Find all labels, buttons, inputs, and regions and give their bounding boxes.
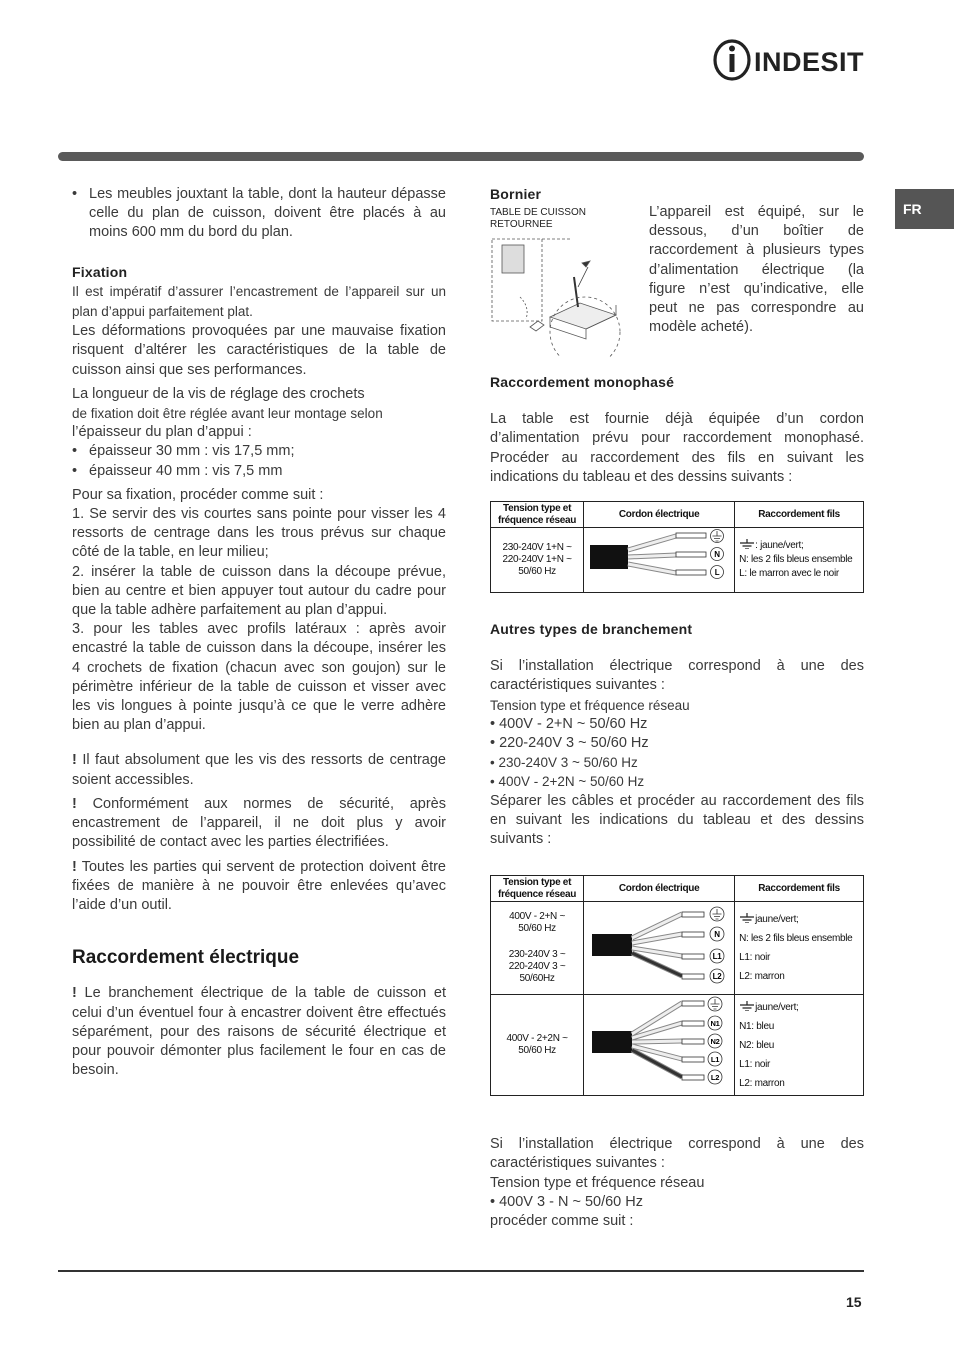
terminal-label: N1 — [710, 1019, 720, 1029]
table-header-row — [491, 876, 864, 902]
fixation-title: Fixation — [72, 263, 128, 280]
tension-line: 50/60 Hz — [518, 1045, 556, 1057]
fils-cell — [735, 995, 864, 1096]
header-tension-l1: Tension type et — [503, 876, 572, 888]
procedure-intro: Pour sa fixation, procéder comme suit : — [72, 486, 324, 503]
table-row — [491, 995, 864, 1096]
terminal-label: N — [714, 930, 720, 940]
final-sub: Tension type et fréquence réseau — [490, 1174, 705, 1191]
tension-cell — [491, 528, 584, 593]
warning-mark: ! — [72, 752, 77, 769]
terminal-block-drawing — [490, 237, 640, 357]
fil-ground: : jaune/vert; — [755, 540, 804, 552]
terminal-label: N2 — [710, 1037, 720, 1047]
final-item: • 400V 3 - N ~ 50/60 Hz — [490, 1193, 643, 1210]
indesit-logo — [712, 38, 864, 82]
fils-cell — [735, 902, 864, 995]
autres-item: • 400V - 2+N ~ 50/60 Hz — [490, 715, 648, 732]
autres-item: • 230-240V 3 ~ 50/60 Hz — [490, 755, 638, 771]
fixation-p3c: l’épaisseur du plan d’appui : — [72, 424, 252, 441]
fil-l: L: le marron avec le noir — [739, 568, 839, 580]
monophase-text: La table est fournie déjà équipée d’un cordon d’alimentation prévu pour raccordement monophasé. Procéder au raccordement des fils en suivant les indications du tableau et des dessins suivants : — [490, 411, 864, 485]
bornier-section — [490, 185, 864, 355]
fil-n1: N1: bleu — [739, 1020, 774, 1032]
warning-2 — [72, 795, 446, 853]
terminal-label: L1 — [711, 1055, 720, 1065]
bullet-30mm: • épaisseur 30 mm : vis 17,5 mm; — [72, 442, 446, 461]
monophase-title: Raccordement monophasé — [490, 374, 675, 390]
indesit-logo-icon — [712, 38, 864, 82]
tension-line: 220-240V 3 ~ — [508, 961, 566, 973]
fil-l2: L2: marron — [739, 971, 785, 983]
fil-ground-line — [739, 910, 863, 929]
autres-title: Autres types de branchement — [490, 621, 693, 638]
ground-symbol-icon — [739, 913, 755, 923]
cable-drawing — [584, 528, 734, 588]
page-number: 15 — [846, 1294, 862, 1310]
right-column — [490, 185, 864, 1231]
header-tension-l1: Tension type et — [503, 502, 572, 514]
cable-drawing — [584, 902, 734, 990]
terminal-label: L2 — [711, 1073, 720, 1083]
bullet-40mm: • épaisseur 40 mm : vis 7,5 mm — [72, 462, 446, 481]
warning-mark: ! — [72, 985, 77, 1002]
warning-3 — [72, 858, 446, 916]
brand-name: INDESIT — [754, 47, 864, 77]
cable-drawing-cell — [584, 902, 735, 995]
fil-n2: N2: bleu — [739, 1039, 774, 1051]
header-tension — [491, 502, 584, 528]
step-1: 1. Se servir des vis courtes sans pointe pour visser les 4 ressorts de centrage dans les trous prévus sur chaque côté de la table, en leur milieu; — [72, 506, 446, 561]
fixation-p3b: de fixation doit être réglée avant leur montage selon — [72, 406, 383, 422]
bornier-caption-1: TABLE DE CUISSON — [490, 207, 586, 218]
tension-cell — [491, 995, 584, 1096]
fil-ground: jaune/vert; — [755, 914, 799, 926]
tension-line: 50/60 Hz — [518, 923, 556, 935]
triphase-table — [490, 875, 864, 1096]
tension-cell — [491, 902, 584, 995]
warning-3-text: Toutes les parties qui servent de protection doivent être fixées de manière à ne pouvoir être enlevées qu’avec l’aide d’un outil. — [72, 858, 446, 913]
header-cordon: Cordon électrique — [584, 876, 735, 902]
step-3: 3. pour les tables avec profils latéraux : après avoir encastré la table de cuisson dans la découpe, insérer les 4 crochets de fixation (chacun avec son goujon) sur le périmètre inférieur de la table de cuisson et visser avec les vis longues à pointe jusqu’à ce que le verre adhère bien au plan d’appui. — [72, 621, 446, 734]
bornier-description: L’appareil est équipé, sur le dessous, d’un boîtier de raccordement à plusieurs types d’alimentation électrique (la figure n’est qu’indicative, elle peut ne pas correspondre au modèle acheté). — [649, 204, 864, 336]
fils-cell — [735, 528, 864, 593]
warning-4-text: Le branchement électrique de la table de cuisson et celui d’un éventuel four à encastrer doivent être effectués séparément, pour des raisons de sécurité électrique et pour pouvoir démonter plus facilement le four en cas de besoin. — [72, 985, 446, 1079]
section-title-raccordement: Raccordement électrique — [72, 947, 300, 969]
warning-4 — [72, 984, 446, 1080]
terminal-label: L2 — [712, 972, 722, 982]
fil-ground-line — [739, 998, 863, 1017]
fil-ground: jaune/vert; — [755, 1001, 799, 1013]
monophase-table — [490, 501, 864, 593]
tension-line: 400V - 2+N ~ — [509, 911, 565, 923]
cable-drawing — [584, 995, 734, 1091]
final-intro: Si l’installation électrique correspond à une des caractéristiques suivantes : — [490, 1136, 864, 1172]
warning-2-text: Conformément aux normes de sécurité, après encastrement de l’appareil, il ne doit plus y avoir possibilité de contact avec les parties électrifiées. — [72, 795, 446, 851]
autres-intro: Si l’installation électrique correspond à une des caractéristiques suivantes : — [490, 658, 864, 694]
header-tension — [491, 876, 584, 902]
warning-1 — [72, 751, 446, 789]
header-tension-l2: fréquence réseau — [498, 888, 577, 900]
left-column — [72, 185, 446, 1080]
cable-drawing-cell — [584, 995, 735, 1096]
language-tab: FR — [895, 189, 954, 229]
autres-sub: Tension type et fréquence réseau — [490, 697, 690, 713]
fil-n: N: les 2 fils bleus ensemble — [739, 554, 853, 566]
fil-l1: L1: noir — [739, 1058, 771, 1070]
warning-mark: ! — [72, 795, 77, 812]
autres-item: • 220-240V 3 ~ 50/60 Hz — [490, 735, 649, 752]
bornier-caption-2: RETOURNEE — [490, 219, 553, 230]
tension-line: 400V - 2+2N ~ — [506, 1033, 568, 1045]
final-outro: procéder comme suit : — [490, 1213, 634, 1230]
fixation-p1 — [72, 282, 446, 322]
bornier-illustration — [490, 207, 640, 355]
cable-drawing-cell — [584, 528, 735, 593]
header-rule — [58, 152, 864, 161]
tension-line: 220-240V 1+N ~ — [502, 554, 572, 566]
tension-line: 50/60Hz — [519, 973, 555, 985]
table-row — [491, 902, 864, 995]
fixation-p1-text: Il est impératif d’assurer l’encastrement de l’appareil sur un plan d’appui parfaitement plat. — [72, 283, 446, 320]
terminal-label: L1 — [712, 952, 722, 962]
header-tension-l2: fréquence réseau — [498, 514, 577, 526]
fixation-p3a: La longueur de la vis de réglage des crochets — [72, 385, 365, 402]
table-header-row — [491, 502, 864, 528]
tension-line: 50/60 Hz — [518, 566, 556, 578]
bornier-title: Bornier — [490, 186, 542, 202]
header-raccordement: Raccordement fils — [735, 502, 864, 528]
fil-ground-line — [739, 539, 863, 553]
header-raccordement: Raccordement fils — [735, 876, 864, 902]
terminal-label: N — [714, 550, 720, 560]
autres-item: • 400V - 2+2N ~ 50/60 Hz — [490, 774, 645, 790]
fil-l2: L2: marron — [739, 1077, 785, 1089]
warning-mark: ! — [72, 858, 77, 875]
tension-line: 230-240V 3 ~ — [508, 949, 566, 961]
warning-1-text: Il faut absolument que les vis des ressorts de centrage soient accessibles. — [72, 752, 446, 788]
bullet-meubles: • Les meubles jouxtant la table, dont la hauteur dépasse celle du plan de cuisson, doivent être placés à au moins 600 mm du bord du plan. — [72, 185, 446, 243]
ground-symbol-icon — [739, 539, 755, 549]
table-row — [491, 528, 864, 593]
tension-line: 230-240V 1+N ~ — [502, 542, 572, 554]
terminal-label: L — [714, 568, 720, 578]
fil-l1: L1: noir — [739, 952, 771, 964]
header-cordon: Cordon électrique — [584, 502, 735, 528]
fixation-p2: Les déformations provoquées par une mauvaise fixation risquent d’altérer les caractéristiques de la table de cuisson ainsi que ses performances. — [72, 323, 446, 378]
autres-outro: Séparer les câbles et procéder au raccordement des fils en suivant les indications du tableau et des dessins suivants : — [490, 792, 864, 848]
ground-symbol-icon — [739, 1001, 755, 1011]
footer-rule — [58, 1270, 864, 1272]
step-2: 2. insérer la table de cuisson dans la découpe prévue, bien au centre et bien appuyer tout autour du cadre pour que la table adhère parfaitement au plan d’appui. — [72, 563, 446, 619]
fil-n: N: les 2 fils bleus ensemble — [739, 933, 853, 945]
